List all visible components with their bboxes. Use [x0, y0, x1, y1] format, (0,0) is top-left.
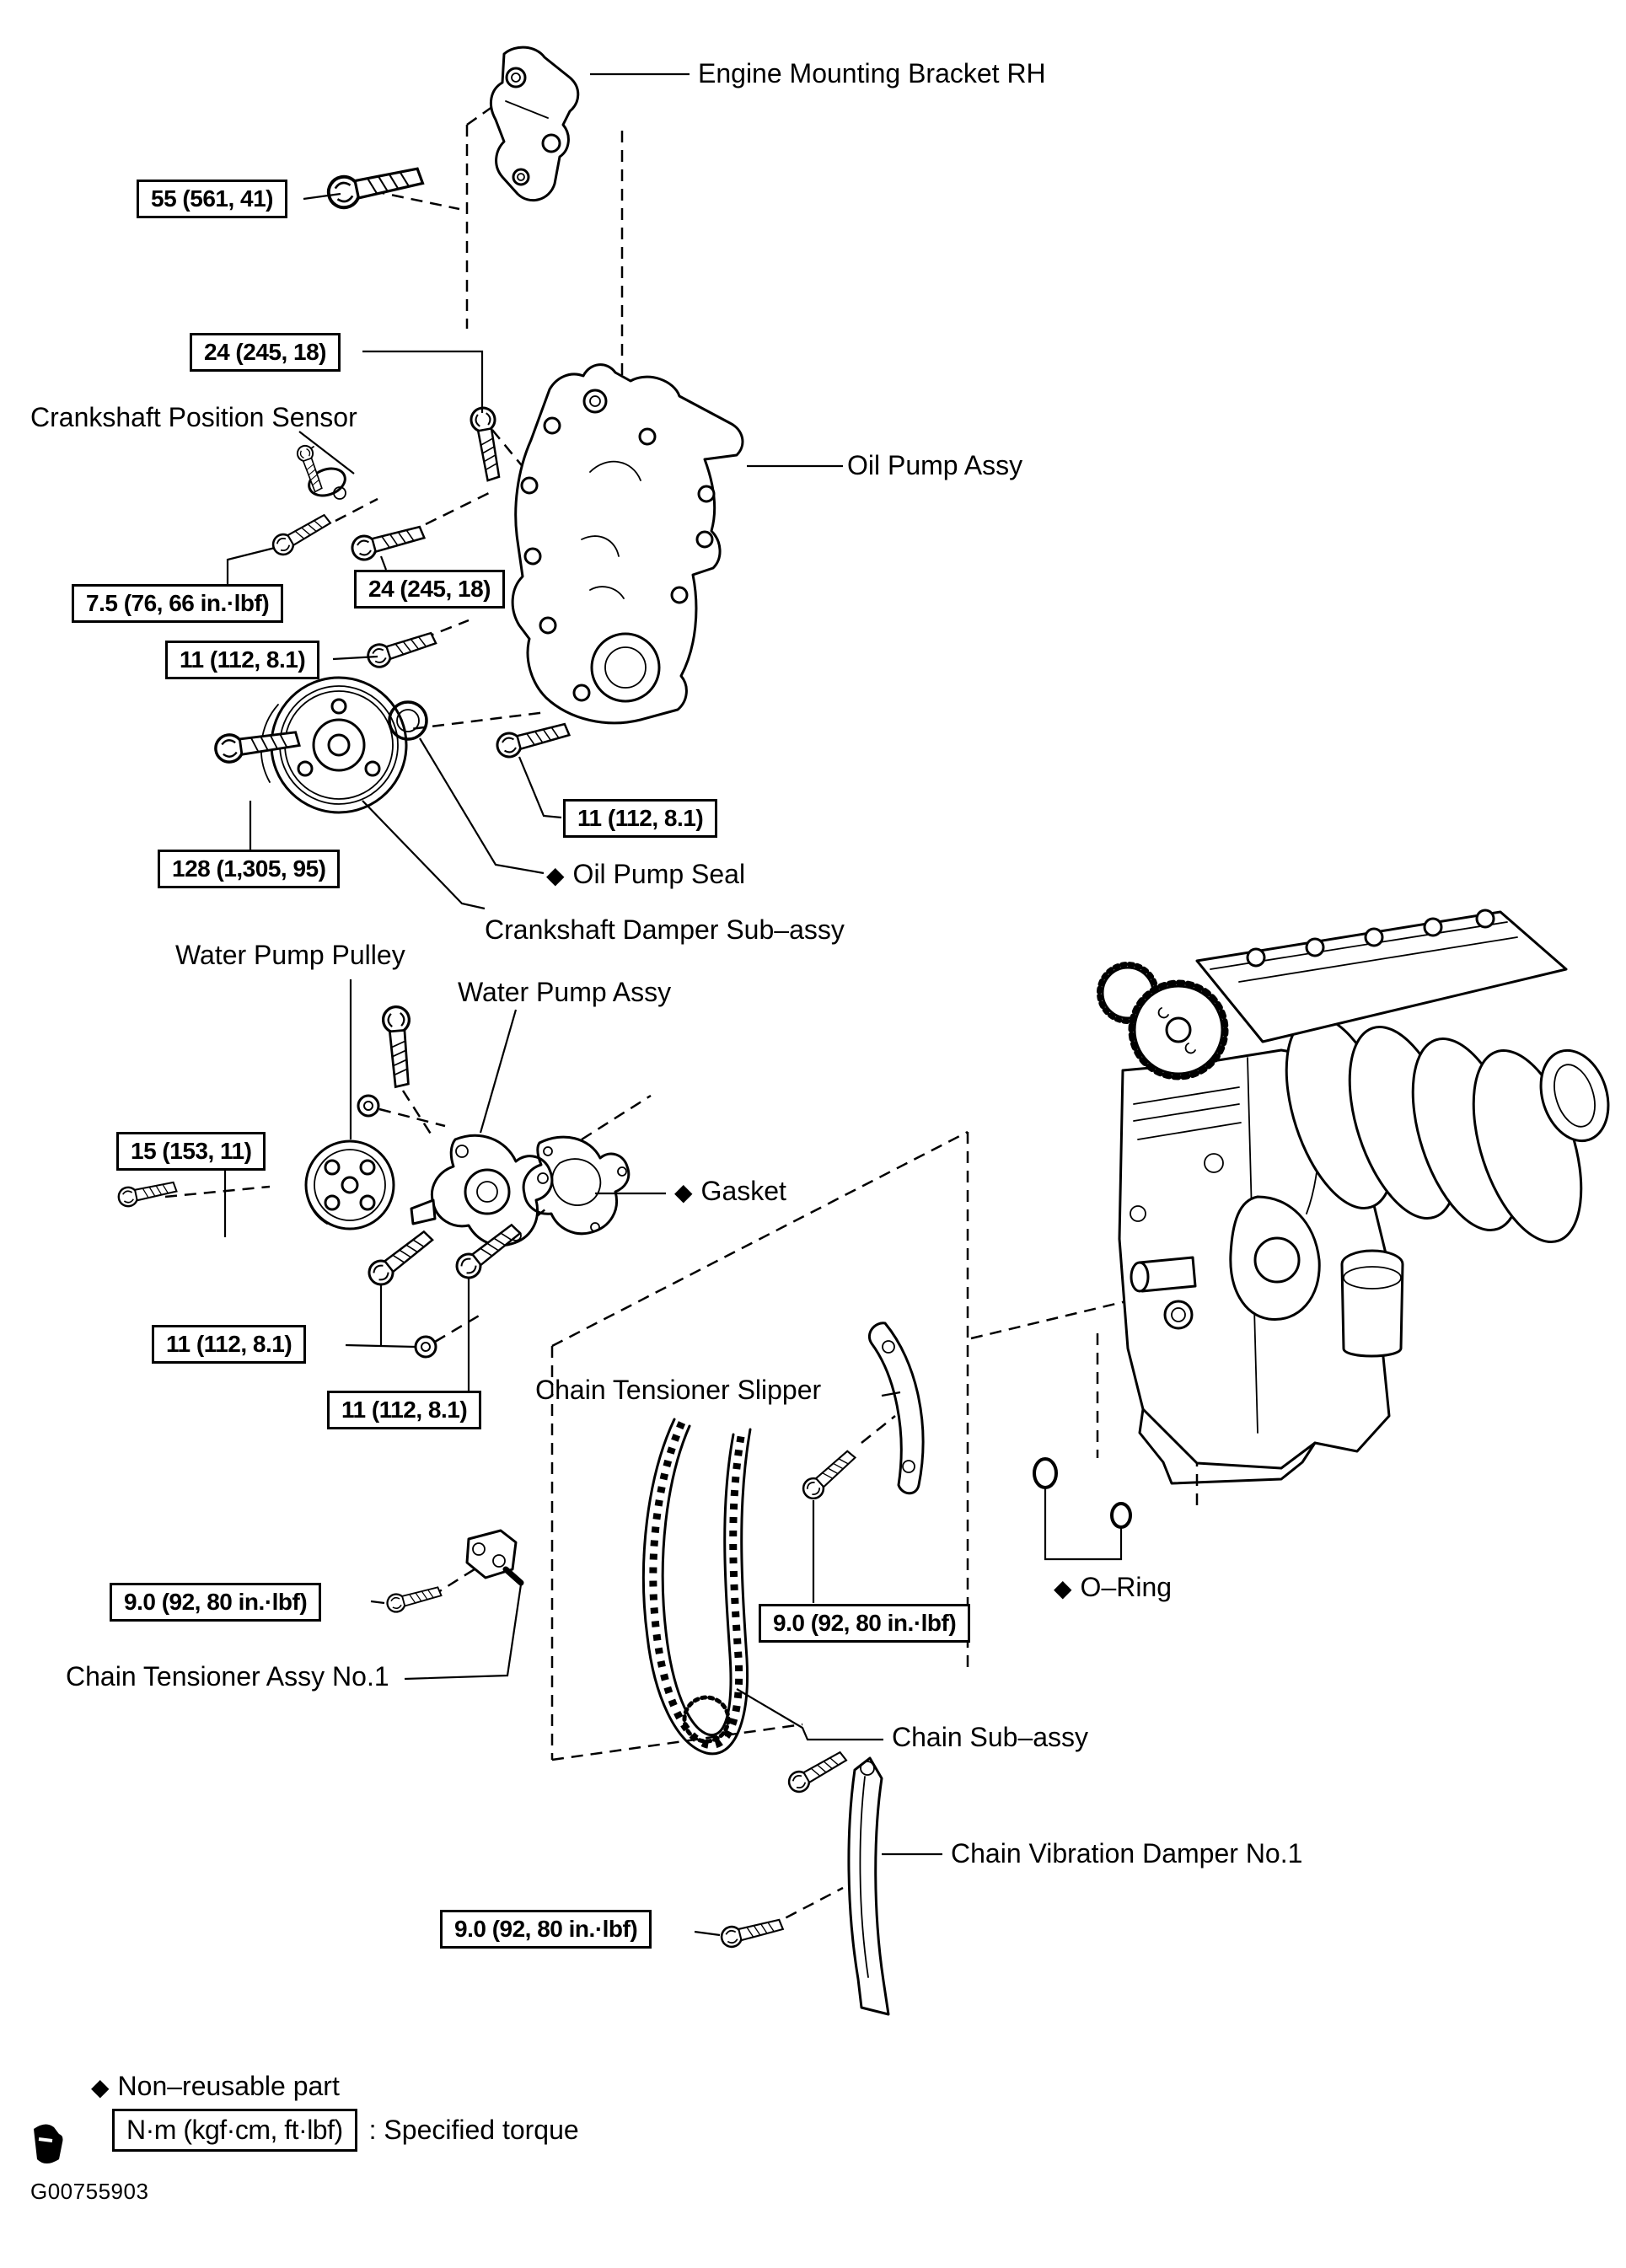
timing-chain-part: [643, 1419, 750, 1754]
torque-box-bracket-bolt: 55 (561, 41): [137, 180, 287, 218]
torque-box-damper-no1-bolt: 9.0 (92, 80 in.·lbf): [440, 1910, 652, 1949]
non-reusable-diamond-icon: ◆: [91, 2074, 110, 2100]
engine-mounting-bracket-part: [491, 47, 577, 201]
engine-block-illustration: [1099, 910, 1619, 1483]
label-oil-pump-assy: Oil Pump Assy: [847, 450, 1023, 480]
label-water-pump-assy: Water Pump Assy: [458, 977, 672, 1007]
legend-torque-caption: : Specified torque: [368, 2114, 579, 2145]
non-reusable-diamond-icon: ◆: [546, 862, 565, 888]
torque-box-cover-bolt-24-upper: 24 (245, 18): [190, 333, 341, 372]
label-engine-mounting-bracket: Engine Mounting Bracket RH: [698, 58, 1046, 88]
label-crankshaft-damper: Crankshaft Damper Sub–assy: [485, 914, 845, 945]
chain-tensioner-part: [467, 1531, 521, 1583]
torque-box-tensioner-bolt: 9.0 (92, 80 in.·lbf): [110, 1583, 321, 1622]
torque-note-icon: [34, 2124, 63, 2163]
non-reusable-diamond-icon: ◆: [1054, 1575, 1072, 1601]
legend-torque-unit-box: N·m (kgf·cm, ft·lbf): [112, 2109, 357, 2152]
figure-code: G00755903: [30, 2179, 149, 2204]
chain-tensioner-slipper-part: [869, 1323, 923, 1493]
o-ring-parts: [1034, 1459, 1130, 1559]
chain-vibration-damper-part: [849, 1758, 888, 2014]
label-chain-tensioner-assy: Chain Tensioner Assy No.1: [66, 1661, 389, 1692]
label-chain-vibration-damper: Chain Vibration Damper No.1: [951, 1838, 1303, 1869]
label-o-ring: ◆ O–Ring: [1054, 1572, 1173, 1602]
torque-box-pump-bolt-11-b: 11 (112, 8.1): [327, 1391, 481, 1429]
label-chain-tensioner-slipper: Chain Tensioner Slipper: [535, 1375, 822, 1405]
torque-box-damper-bolt: 128 (1,305, 95): [158, 850, 340, 888]
water-pump-pulley-part: [306, 1141, 394, 1229]
label-gasket: ◆ Gasket: [674, 1176, 786, 1206]
torque-box-pulley-bolt: 15 (153, 11): [116, 1132, 266, 1171]
oil-pump-assy-part: [512, 365, 743, 723]
torque-box-pump-bolt-11-a: 11 (112, 8.1): [152, 1325, 306, 1364]
torque-box-cover-bolt-24-lower: 24 (245, 18): [354, 570, 505, 609]
label-oil-pump-seal: ◆ Oil Pump Seal: [546, 859, 746, 889]
label-chain-sub-assy: Chain Sub–assy: [892, 1722, 1089, 1752]
torque-box-slipper-bolt: 9.0 (92, 80 in.·lbf): [759, 1604, 970, 1643]
torque-box-cover-bolt-11-b: 11 (112, 8.1): [563, 799, 717, 838]
torque-box-sensor-bolt: 7.5 (76, 66 in.·lbf): [72, 584, 283, 623]
label-crankshaft-position-sensor: Crankshaft Position Sensor: [30, 402, 357, 432]
non-reusable-diamond-icon: ◆: [674, 1179, 693, 1205]
label-water-pump-pulley: Water Pump Pulley: [175, 940, 405, 970]
water-pump-part: [411, 1135, 552, 1245]
legend-specified-torque: [112, 2109, 579, 2152]
torque-box-cover-bolt-11-a: 11 (112, 8.1): [165, 641, 319, 679]
legend-non-reusable: ◆ Non–reusable part: [91, 2071, 340, 2101]
